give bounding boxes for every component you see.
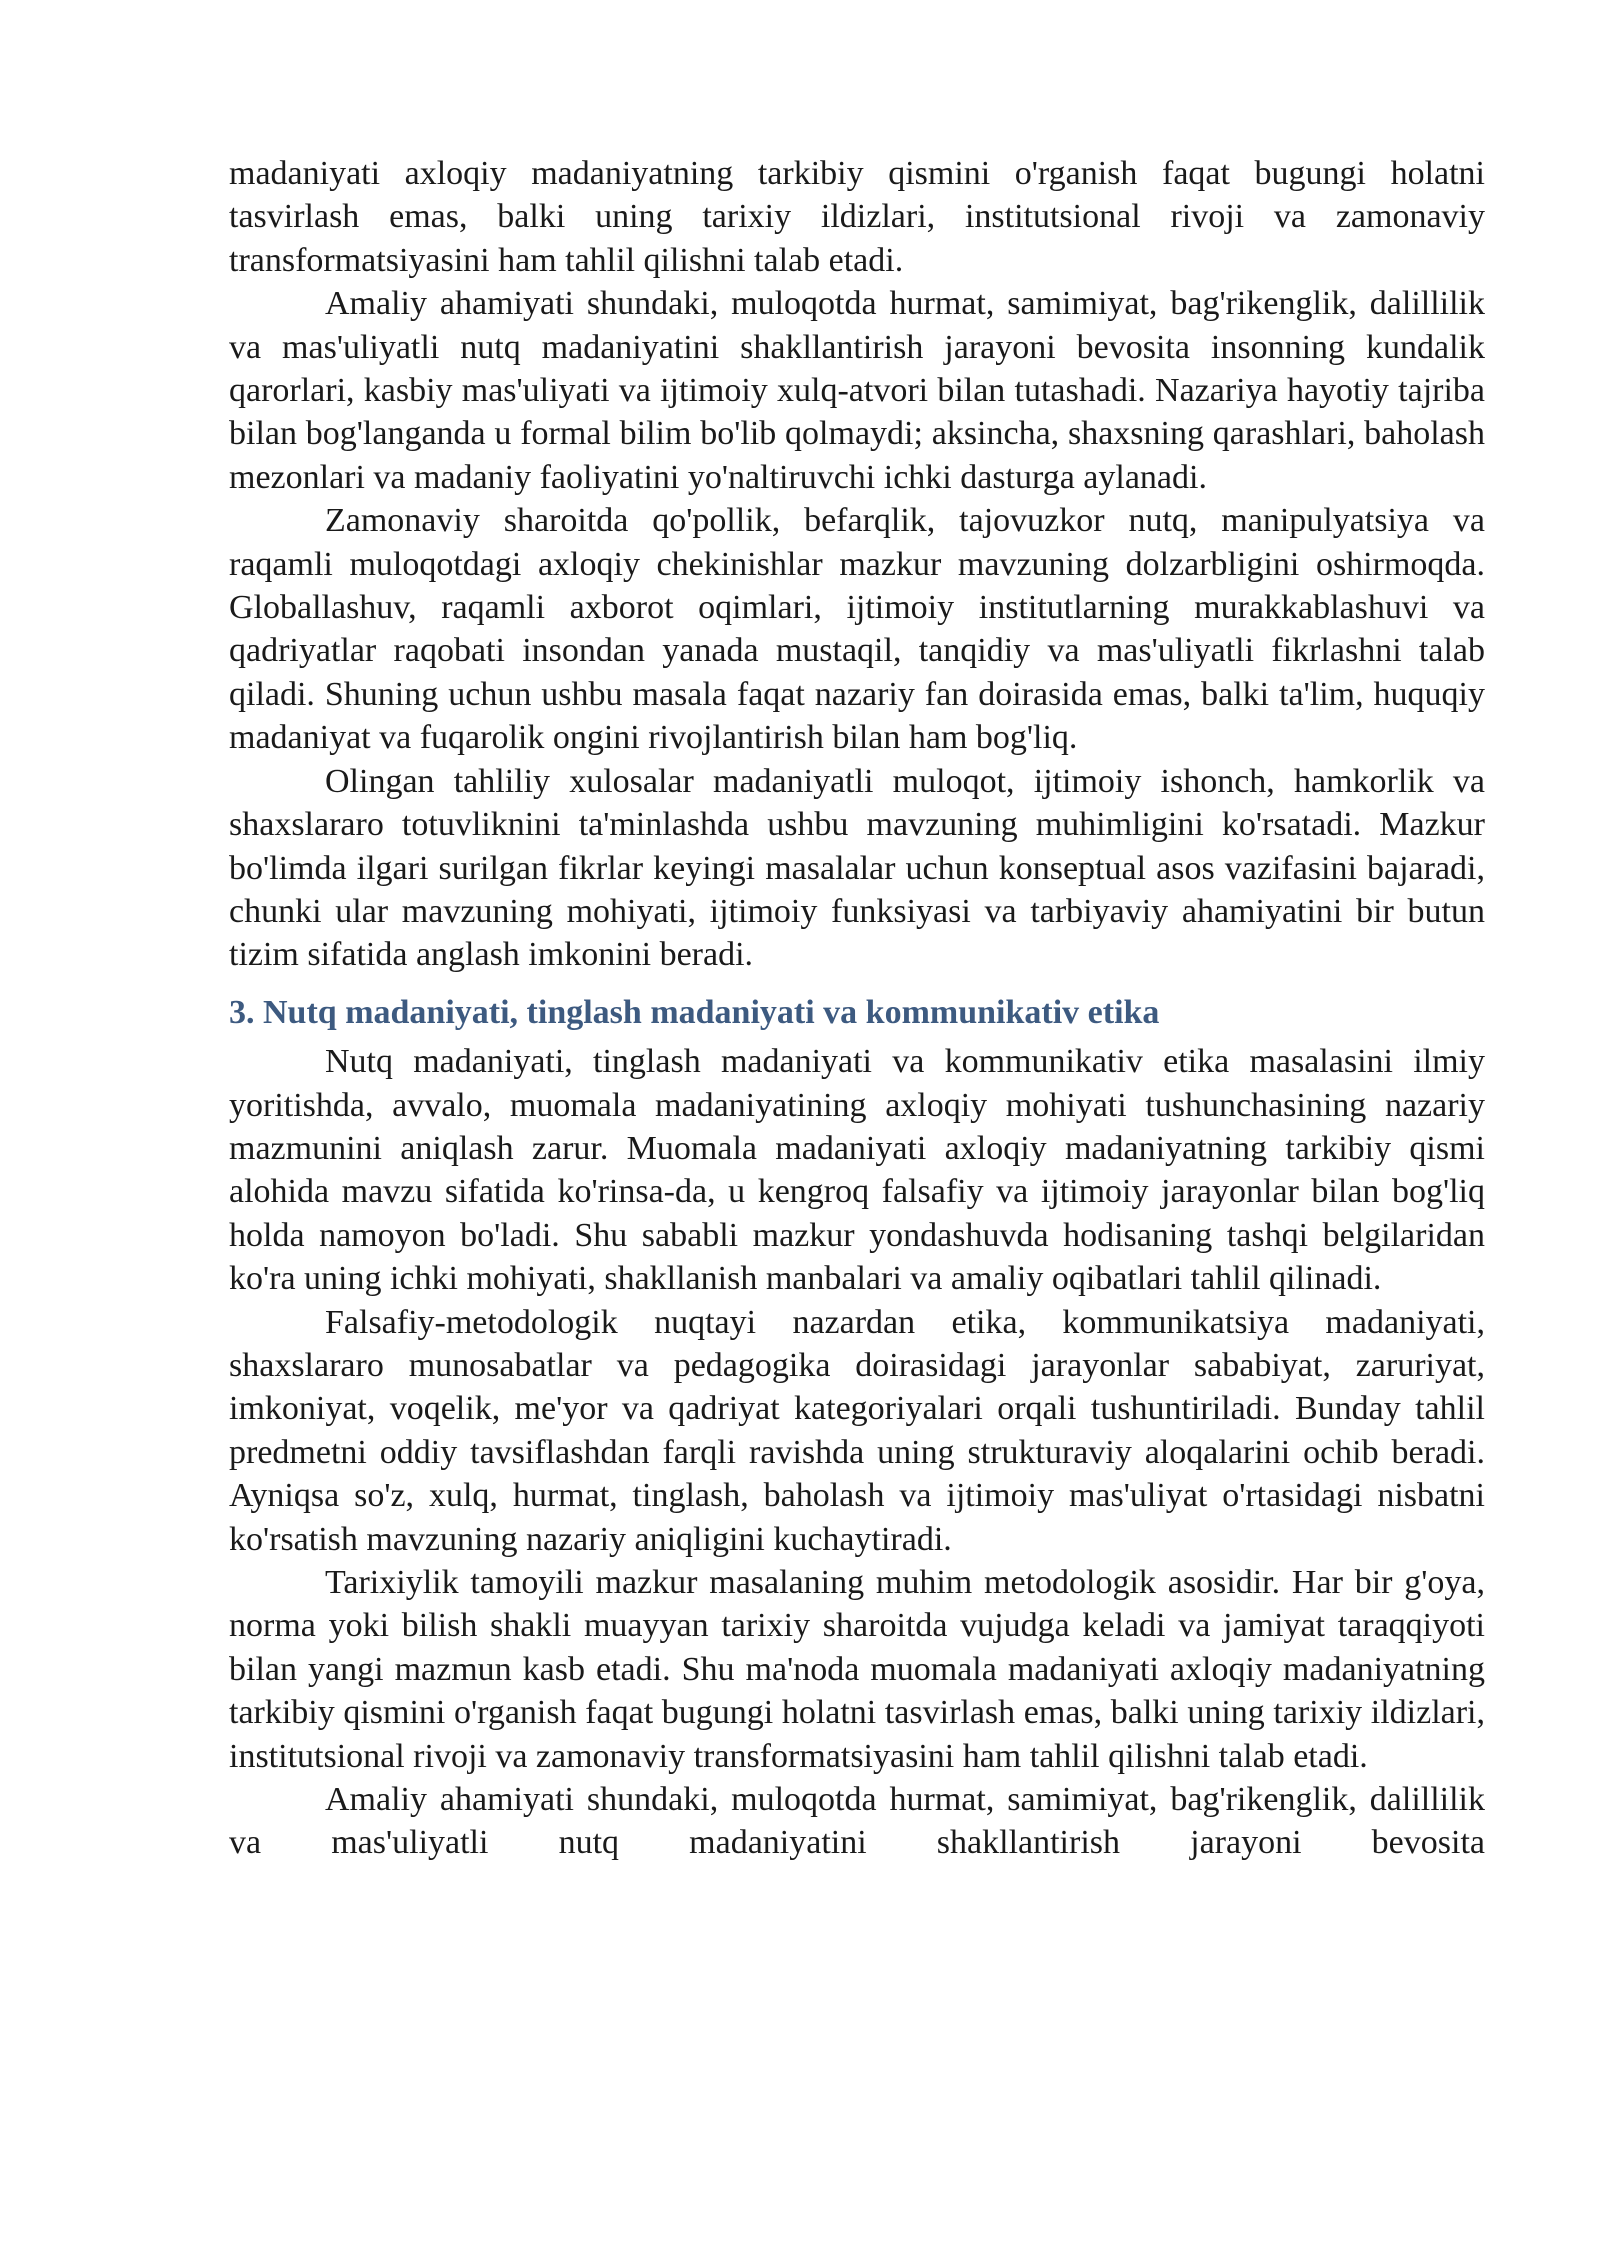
paragraph: Zamonaviy sharoitda qo'pollik, befarqlik, tajovuzkor nutq, manipulyatsiya va raqamli muloqotdagi axloqiy chekinishlar mazkur mavzuning dolzarbligini oshirmoqda. Globallashuv, raqamli axborot oqimlari, ijtimoiy institutlarning murakkablashuvi va qadriyatlar raqobati insondan yanada mustaqil, tanqidiy va mas'uliyatli fikrlashni talab qiladi. Shuning uchun ushbu masala faqat nazariy fan doirasida emas, balki ta'lim, huquqiy madaniyat va fuqarolik ongini rivojlantirish bilan ham bog'liq.	[229, 502, 1485, 757]
paragraph: Nutq madaniyati, tinglash madaniyati va kommunikativ etika masalasini ilmiy yoritishda, avvalo, muomala madaniyatining axloqiy mohiyati tushunchasining nazariy mazmunini aniqlash zarur. Muomala madaniyati axloqiy madaniyatning tarkibiy qismi alohida mavzu sifatida ko'rinsa-da, u kengroq falsafiy va ijtimoiy jarayonlar bilan bog'liq holda namoyon bo'ladi. Shu sababli mazkur yondashuvda hodisaning tashqi belgilaridan ko'ra uning ichki mohiyati, shakllanish manbalari va amaliy oqibatlari tahlil qilinadi.	[229, 1043, 1485, 1298]
paragraph-truncated: Amaliy ahamiyati shundaki, muloqotda hurmat, samimiyat, bag'rikenglik, dalillilik va mas'uliyatli nutq madaniyatini shakllantirish jarayoni bevosita	[229, 1781, 1485, 1862]
paragraph: Falsafiy-metodologik nuqtayi nazardan etika, kommunikatsiya madaniyati, shaxslararo munosabatlar va pedagogika doirasidagi jarayonlar sababiyat, zaruriyat, imkoniyat, voqelik, me'yor va qadriyat kategoriyalari orqali tushuntiriladi. Bunday tahlil predmetni oddiy tavsiflashdan farqli ravishda uning strukturaviy aloqalarini ochib beradi. Ayniqsa so'z, xulq, hurmat, tinglash, baholash va ijtimoiy mas'uliyat o'rtasidagi nisbatni ko'rsatish mavzuning nazariy aniqligini kuchaytiradi.	[229, 1303, 1485, 1558]
section-heading: 3. Nutq madaniyati, tinglash madaniyati va kommunikativ etika	[229, 993, 1160, 1031]
paragraph: Tarixiylik tamoyili mazkur masalaning muhim metodologik asosidir. Har bir g'oya, norma yoki bilish shakli muayyan tarixiy sharoitda vujudga keladi va jamiyat taraqqiyoti bilan yangi mazmun kasb etadi. Shu ma'noda muomala madaniyati axloqiy madaniyatning tarkibiy qismini o'rganish faqat bugungi holatni tasvirlash emas, balki uning tarixiy ildizlari, institutsional rivoji va zamonaviy transformatsiyasini ham tahlil qilishni talab etadi.	[229, 1564, 1485, 1775]
paragraph: Olingan tahliliy xulosalar madaniyatli muloqot, ijtimoiy ishonch, hamkorlik va shaxslararo totuvliknini ta'minlashda ushbu mavzuning muhimligini ko'rsatadi. Mazkur bo'limda ilgari surilgan fikrlar keyingi masalalar uchun konseptual asos vazifasini bajaradi, chunki ular mavzuning mohiyati, ijtimoiy funksiyasi va tarbiyaviy ahamiyatini bir butun tizim sifatida anglash imkonini beradi.	[229, 762, 1485, 974]
paragraph: Amaliy ahamiyati shundaki, muloqotda hurmat, samimiyat, bag'rikenglik, dalillilik va mas'uliyatli nutq madaniyatini shakllantirish jarayoni bevosita insonning kundalik qarorlari, kasbiy mas'uliyati va ijtimoiy xulq-atvori bilan tutashadi. Nazariya hayotiy tajriba bilan bog'langanda u formal bilim bo'lib qolmaydi; aksincha, shaxsning qarashlari, baholash mezonlari va madaniy faoliyatini yo'naltiruvchi ichki dasturga aylanadi.	[229, 285, 1485, 496]
document-page	[229, 152, 1485, 1865]
paragraph-continued: madaniyati axloqiy madaniyatning tarkibiy qismini o'rganish faqat bugungi holatni tasvirlash emas, balki uning tarixiy ildizlari, institutsional rivoji va zamonaviy transformatsiyasini ham tahlil qilishni talab etadi.	[229, 155, 1485, 279]
